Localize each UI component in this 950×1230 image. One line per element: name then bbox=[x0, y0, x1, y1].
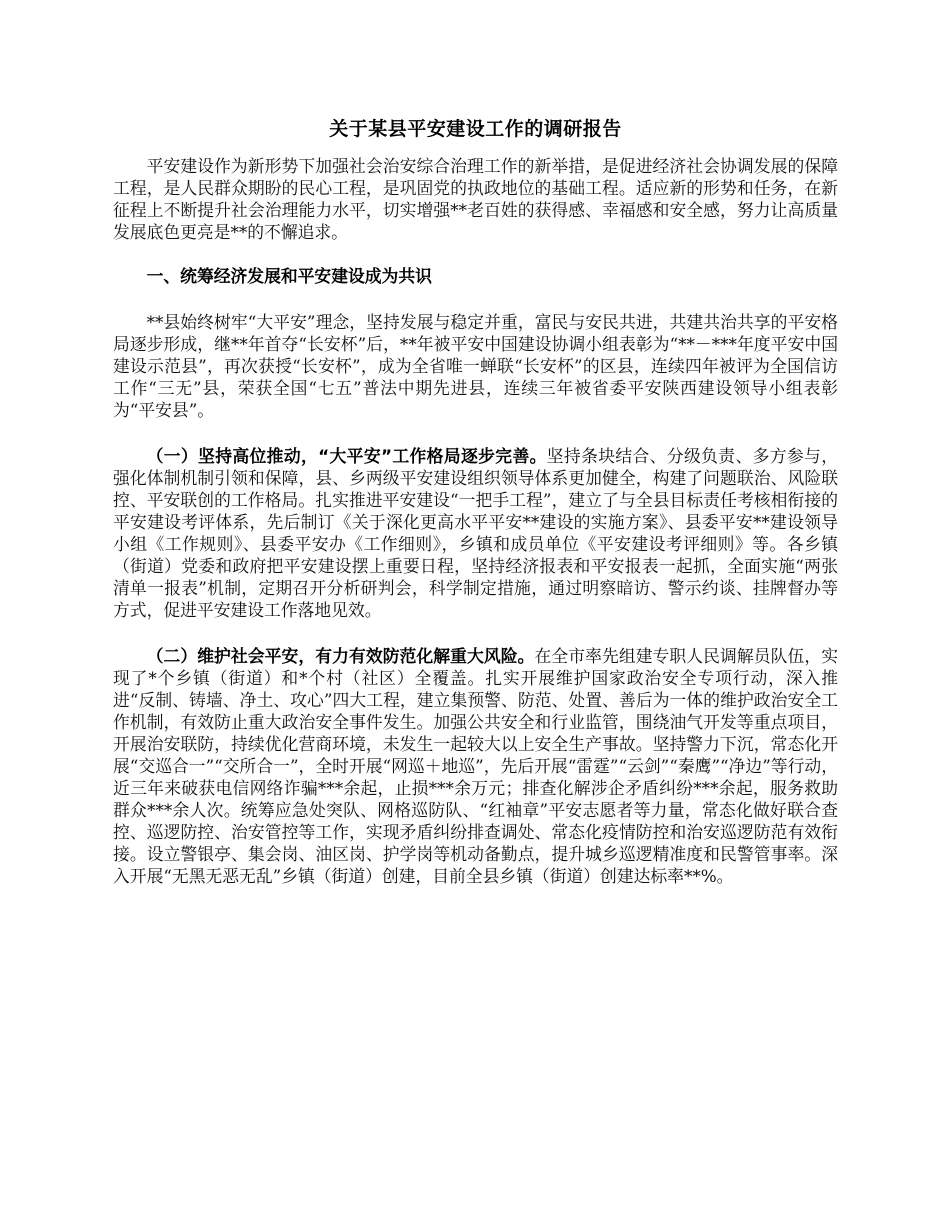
section-1-paragraph: **县始终树牢“大平安”理念，坚持发展与稳定并重，富民与安民共进，共建共治共享的平安格局逐步形成，继**年首夺“长安杯”后，**年被平安中国建设协调小组表彰为“**－***年度平安中国建设示范县”，再次获授“长安杯”，成为全省唯一蝉联“长安杯”的区县，连续四年被评为全国信访工作“三无”县，荣获全国“七五”普法中期先进县，连续三年被省委平安陕西建设领导小组表彰为“平安县”。 bbox=[113, 311, 838, 420]
item-1-lead: （一）坚持高位推动，“大平安”工作格局逐步完善。 bbox=[146, 445, 547, 466]
item-1-paragraph bbox=[113, 445, 838, 621]
intro-paragraph: 平安建设作为新形势下加强社会治安综合治理工作的新举措，是促进经济社会协调发展的保障工程，是人民群众期盼的民心工程，是巩固党的执政地位的基础工程。适应新的形势和任务，在新征程上不断提升社会治理能力水平，切实增强**老百姓的获得感、幸福感和安全感，努力让高质量发展底色更亮是**的不懈追求。 bbox=[113, 155, 838, 242]
item-1-body: 坚持条块结合、分级负责、多方参与，强化体制机制引领和保障，县、乡两级平安建设组织领导体系更加健全，构建了问题联治、风险联控、平安联创的工作格局。扎实推进平安建设“一把手工程”，建立了与全县目标责任考核相衔接的平安建设考评体系，先后制订《关于深化更高水平平安**建设的实施方案》、县委平安**建设领导小组《工作规则》、县委平安办《工作细则》，乡镇和成员单位《平安建设考评细则》等。各乡镇（街道）党委和政府把平安建设摆上重要日程，坚持经济报表和平安报表一起抓，全面实施“两张清单一报表”机制，定期召开分析研判会，科学制定措施，通过明察暗访、警示约谈、挂牌督办等方式，促进平安建设工作落地见效。 bbox=[113, 445, 838, 620]
item-2-paragraph bbox=[113, 645, 838, 887]
section-heading-1: 一、统筹经济发展和平安建设成为共识 bbox=[146, 265, 432, 286]
item-2-body: 在全市率先组建专职人民调解员队伍，实现了*个乡镇（街道）和*个村（社区）全覆盖。扎实开展维护国家政治安全专项行动，深入推进“反制、铸墙、净土、攻心”四大工程，建立集预警、防范、处置、善后为一体的维护政治安全工作机制，有效防止重大政治安全事件发生。加强公共安全和行业监管，围绕油气开发等重点项目，开展治安联防，持续优化营商环境，未发生一起较大以上安全生产事故。坚持警力下沉，常态化开展“交巡合一”“交所合一”，全时开展“网巡＋地巡”，先后开展“雷霆”“云剑”“秦鹰”“净边”等行动，近三年来破获电信网络诈骗***余起，止损***余万元；排查化解涉企矛盾纠纷***余起，服务救助群众***余人次。统筹应急处突队、网格巡防队、“红袖章”平安志愿者等力量，常态化做好联合查控、巡逻防控、治安管控等工作，实现矛盾纠纷排查调处、常态化疫情防控和治安巡逻防范有效衔接。设立警银亭、集会岗、油区岗、护学岗等机动备勤点，提升城乡巡逻精准度和民警管事率。深入开展“无黑无恶无乱”乡镇（街道）创建，目前全县乡镇（街道）创建达标率**%。 bbox=[113, 645, 838, 886]
document-title: 关于某县平安建设工作的调研报告 bbox=[329, 118, 622, 140]
document-page bbox=[113, 0, 838, 887]
item-2-lead: （二）维护社会平安，有力有效防范化解重大风险。 bbox=[146, 645, 535, 666]
